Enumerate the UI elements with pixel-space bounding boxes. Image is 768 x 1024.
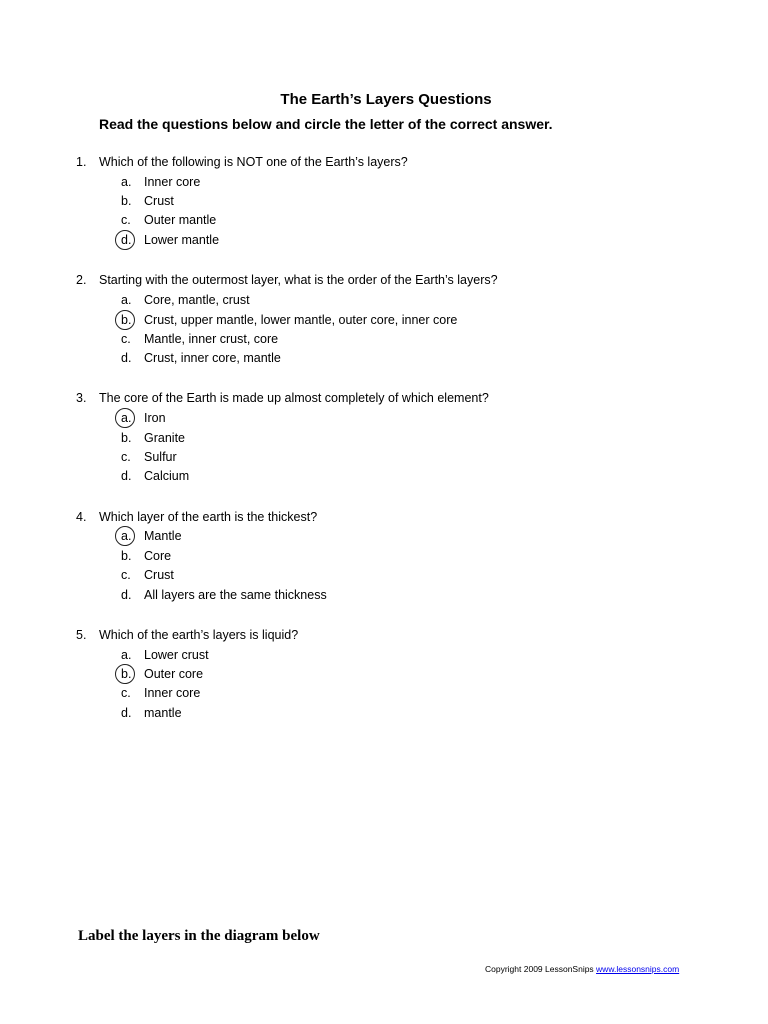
option-4c[interactable] [0, 568, 768, 587]
option-5c[interactable] [0, 686, 768, 705]
option-4d[interactable] [0, 588, 768, 607]
option-text: Mantle, inner crust, core [144, 332, 279, 346]
option-letter: a. [121, 411, 132, 425]
option-letter: c. [121, 213, 131, 227]
option-text: mantle [144, 706, 182, 720]
option-letter: a. [121, 293, 132, 307]
question-text: The core of the Earth is made up almost completely of which element? [99, 391, 489, 405]
question-number: 4. [76, 510, 87, 524]
copyright-text: Copyright 2009 LessonSnips [485, 964, 597, 974]
question-text: Which layer of the earth is the thickest? [99, 510, 318, 524]
option-letter: b. [121, 313, 132, 327]
option-letter: b. [121, 194, 132, 208]
option-letter: b. [121, 431, 132, 445]
option-text: Calcium [144, 469, 190, 483]
option-text: Core, mantle, crust [144, 293, 250, 307]
option-1a[interactable] [0, 175, 768, 194]
option-4a[interactable] [0, 529, 768, 548]
option-letter: a. [121, 529, 132, 543]
website-link[interactable]: www.lessonsnips.com [596, 964, 680, 974]
question-number: 3. [76, 391, 87, 405]
footer [485, 964, 679, 974]
option-letter: c. [121, 568, 131, 582]
option-3b[interactable] [0, 431, 768, 450]
option-text: Outer mantle [144, 213, 217, 227]
option-text: Lower crust [144, 648, 209, 662]
option-letter: d. [121, 351, 132, 365]
question-text: Which of the earth’s layers is liquid? [99, 628, 299, 642]
option-5d[interactable] [0, 706, 768, 725]
option-text: All layers are the same thickness [144, 588, 327, 602]
question-number: 5. [76, 628, 87, 642]
option-letter: d. [121, 588, 132, 602]
option-3d[interactable] [0, 469, 768, 488]
option-text: Inner core [144, 686, 201, 700]
option-2a[interactable] [0, 293, 768, 312]
option-letter: a. [121, 648, 132, 662]
question-number: 1. [76, 155, 87, 169]
option-text: Crust, inner core, mantle [144, 351, 281, 365]
option-text: Crust, upper mantle, lower mantle, outer core, inner core [144, 313, 458, 327]
option-text: Inner core [144, 175, 201, 189]
question-text: Which of the following is NOT one of the Earth’s layers? [99, 155, 408, 169]
option-text: Sulfur [144, 450, 177, 464]
option-1d[interactable] [0, 233, 768, 252]
option-3c[interactable] [0, 450, 768, 469]
page-title: The Earth’s Layers Questions [280, 91, 492, 108]
option-5b[interactable] [0, 667, 768, 686]
option-1b[interactable] [0, 194, 768, 213]
option-text: Lower mantle [144, 233, 220, 247]
option-text: Crust [144, 568, 174, 582]
option-text: Outer core [144, 667, 204, 681]
option-letter: d. [121, 469, 132, 483]
question-number: 2. [76, 273, 87, 287]
option-text: Iron [144, 411, 166, 425]
option-letter: d. [121, 706, 132, 720]
instructions: Read the questions below and circle the letter of the correct answer. [99, 116, 553, 132]
option-2c[interactable] [0, 332, 768, 351]
option-letter: b. [121, 667, 132, 681]
option-5a[interactable] [0, 648, 768, 667]
option-2d[interactable] [0, 351, 768, 370]
option-text: Core [144, 549, 172, 563]
option-letter: a. [121, 175, 132, 189]
option-letter: b. [121, 549, 132, 563]
option-text: Granite [144, 431, 185, 445]
question-text: Starting with the outermost layer, what is the order of the Earth’s layers? [99, 273, 498, 287]
option-letter: c. [121, 332, 131, 346]
option-3a[interactable] [0, 411, 768, 430]
option-letter: c. [121, 450, 131, 464]
option-letter: c. [121, 686, 131, 700]
option-1c[interactable] [0, 213, 768, 232]
diagram-heading: Label the layers in the diagram below [78, 928, 320, 944]
option-4b[interactable] [0, 549, 768, 568]
option-text: Crust [144, 194, 174, 208]
option-text: Mantle [144, 529, 182, 543]
option-letter: d. [121, 233, 132, 247]
option-2b[interactable] [0, 313, 768, 332]
